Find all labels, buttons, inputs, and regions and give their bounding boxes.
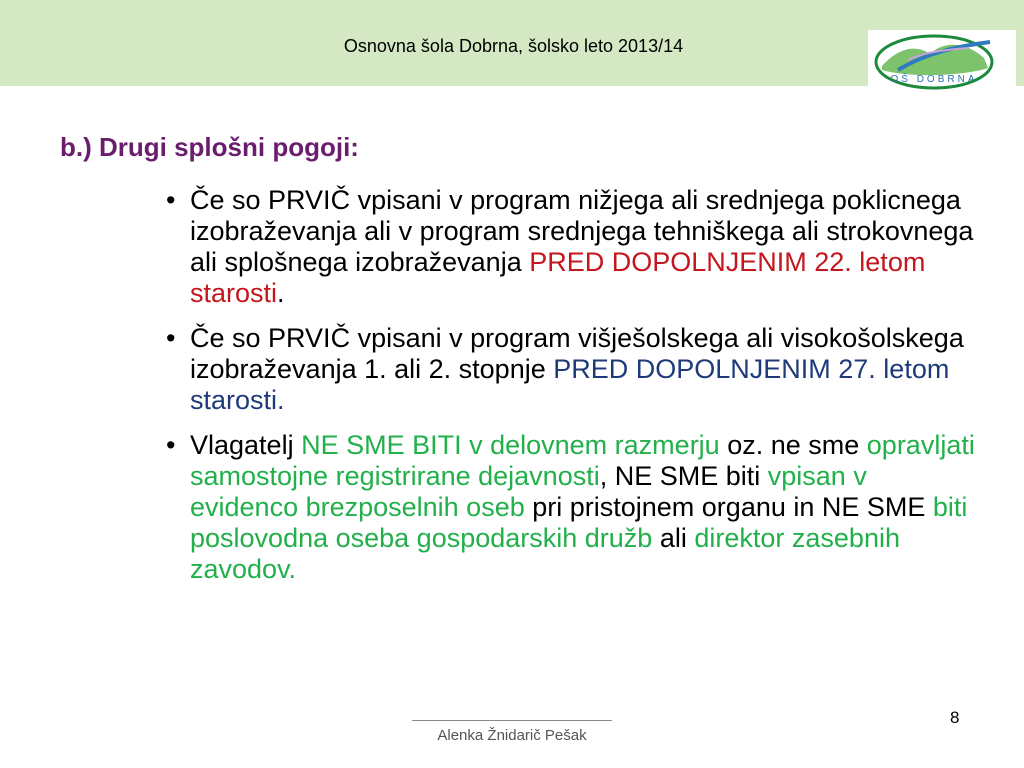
item-highlight-green: vpisan v evidenco brezposelnih oseb [190, 461, 867, 522]
page-number: 8 [950, 708, 960, 727]
school-logo [868, 30, 1016, 92]
list-item [160, 430, 980, 585]
logo-graphic [868, 30, 1016, 92]
item-text: Če so PRVIČ vpisani v program nižjega ali srednjega poklicnega izobraževanja ali v program srednjega tehniškega ali strokovnega ali splošnega izobraževanja [190, 185, 974, 277]
item-highlight-green: NE SME BITI v delovnem razmerju [301, 430, 720, 460]
item-highlight-red: PRED DOPOLNJENIM 22. letom starosti [190, 247, 926, 308]
item-highlight-green: direktor zasebnih zavodov. [190, 523, 900, 584]
item-highlight-green: opravljati samostojne registrirane dejavnosti [190, 430, 975, 491]
logo-text: OŠ DOBRNA [890, 74, 978, 85]
bullet-icon: • [166, 185, 176, 215]
conditions-list [160, 185, 980, 599]
item-text: Vlagatelj [190, 430, 302, 460]
list-item [160, 185, 980, 309]
item-text: , NE SME biti [599, 461, 768, 491]
item-text: Če so PRVIČ vpisani v program višješolskega ali visokošolskega izobraževanja 1. ali 2. stopnje [190, 323, 964, 384]
footer-divider [412, 720, 612, 721]
item-text: oz. ne sme [719, 430, 867, 460]
header-title: Osnovna šola Dobrna, šolsko leto 2013/14 [343, 36, 684, 56]
bullet-icon: • [166, 323, 176, 353]
section-heading: b.) Drugi splošni pogoji: [60, 132, 359, 162]
bullet-icon: • [166, 430, 176, 460]
footer-author: Alenka Žnidarič Pešak [437, 727, 587, 744]
item-text: ali [652, 523, 695, 553]
item-text: pri pristojnem organu in NE SME [524, 492, 933, 522]
item-text: . [277, 278, 285, 308]
list-item [160, 323, 980, 416]
item-highlight-green: biti poslovodna oseba gospodarskih družb [190, 492, 968, 553]
item-highlight-blue: PRED DOPOLNJENIM 27. letom starosti. [190, 354, 950, 415]
